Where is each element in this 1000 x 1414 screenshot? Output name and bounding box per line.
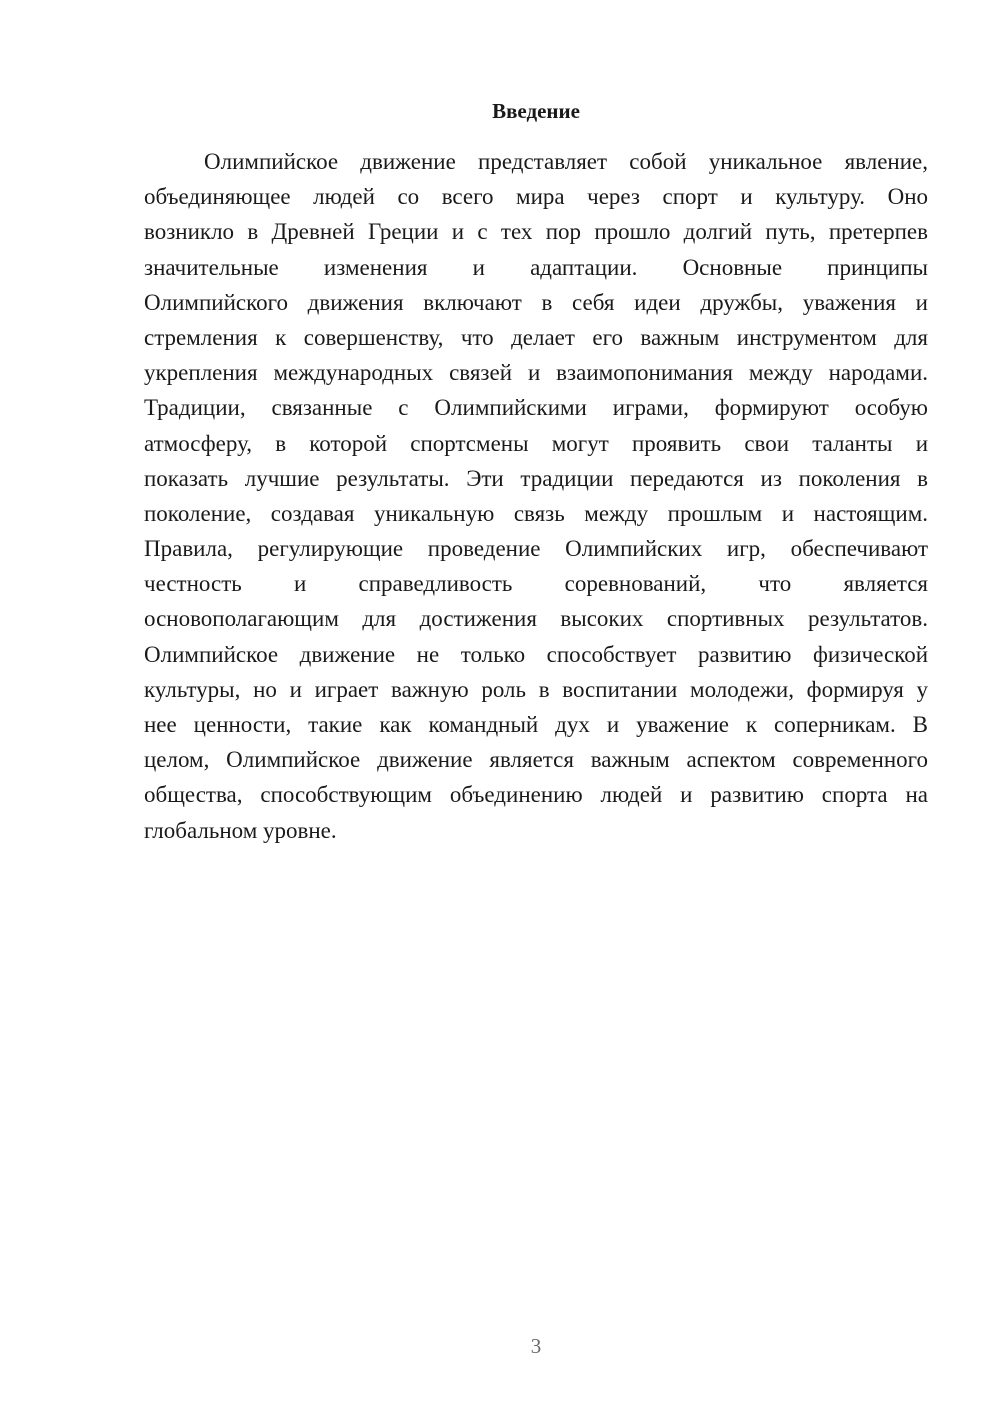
paragraph-line: стремления к совершенству, что делает его важным инструментом для [144, 324, 928, 350]
paragraph-line: поколение, создавая уникальную связь между прошлым и настоящим. [144, 500, 928, 526]
section-heading: Введение [492, 99, 580, 123]
paragraph-line: Олимпийское движение не только способствует развитию физической [144, 641, 928, 667]
page-number: 3 [530, 1334, 542, 1358]
paragraph-line: Олимпийского движения включают в себя идеи дружбы, уважения и [144, 289, 928, 315]
body-paragraph [144, 144, 928, 848]
paragraph-line: общества, способствующим объединению людей и развитию спорта на [144, 782, 928, 808]
paragraph-line: нее ценности, такие как командный дух и уважение к соперникам. В [144, 712, 928, 737]
paragraph-line: возникло в Древней Греции и с тех пор прошло долгий путь, претерпев [144, 219, 928, 245]
paragraph-line: показать лучшие результаты. Эти традиции передаются из поколения в [144, 465, 928, 491]
paragraph-line: объединяющее людей со всего мира через спорт и культуру. Оно [144, 184, 928, 210]
paragraph-line: основополагающим для достижения высоких спортивных результатов. [144, 606, 928, 632]
paragraph-line: Правила, регулирующие проведение Олимпийских игр, обеспечивают [144, 536, 928, 562]
paragraph-line: глобальном уровне. [144, 817, 337, 843]
paragraph-line: целом, Олимпийское движение является важным аспектом современного [144, 747, 928, 773]
paragraph-line: культуры, но и играет важную роль в воспитании молодежи, формируя у [144, 676, 928, 702]
paragraph-line: значительные изменения и адаптации. Основные принципы [144, 254, 928, 280]
paragraph-line: Олимпийское движение представляет собой уникальное явление, [204, 149, 928, 174]
paragraph-line: честность и справедливость соревнований, что является [144, 571, 928, 597]
paragraph-line: укрепления международных связей и взаимопонимания между народами. [144, 360, 928, 386]
paragraph-line: атмосферу, в которой спортсмены могут проявить свои таланты и [144, 430, 928, 456]
paragraph-line: Традиции, связанные с Олимпийскими играми, формируют особую [144, 395, 928, 421]
